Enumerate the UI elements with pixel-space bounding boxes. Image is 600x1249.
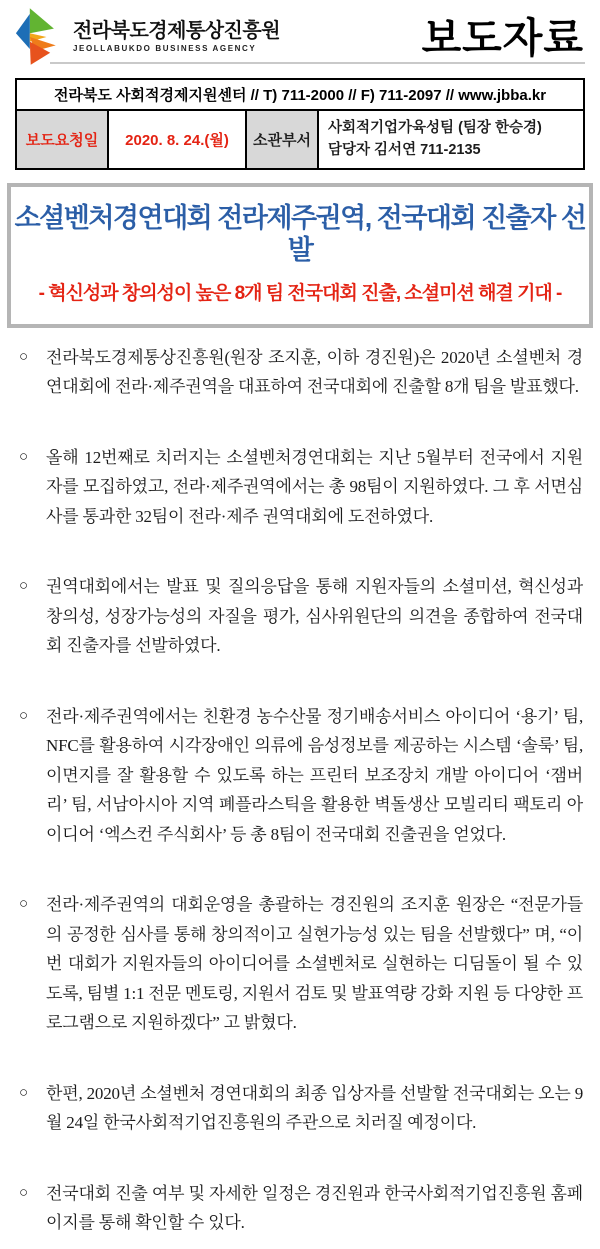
headline-subtitle: - 혁신성과 창의성이 높은 8개 팀 전국대회 진출, 소셜미션 해결 기대 - (38, 282, 562, 304)
bullet-circle: ○ (19, 896, 28, 913)
agency-logo-icon (15, 8, 65, 66)
document-type-title: 보도자료 (421, 15, 584, 61)
paragraph (19, 702, 583, 850)
paragraph (19, 890, 583, 1038)
bullet-circle: ○ (19, 1184, 28, 1201)
agency-name: 전라북도경제통상진흥원 (73, 20, 281, 42)
logo-green-triangle (30, 8, 54, 33)
paragraph-text: 전라·제주권역에서는 친환경 농수산물 정기배송서비스 아이디어 ‘용기’ 팀, NFC를 활용하여 시각장애인 의류에 음성정보를 제공하는 시스템 ‘솔룩’ 팀, 이면지를 잘 활용할 수 있도록 하는 프린터 보조장치 개발 아이디어 ‘잼버리’ 팀, 서남아시아 지역 폐플라스틱을 활용한 벽돌생산 모빌리티 팩토리 아이디어 ‘엑스컨 주식회사’ 등 총 8팀이 전국대회 진출권을 얻었다. (46, 706, 583, 844)
paragraph (19, 572, 583, 661)
bullet-circle: ○ (19, 348, 28, 365)
paragraph-text: 한편, 2020년 소셜벤처 경연대회의 최종 입상자를 선발할 전국대회는 오는 9월 24일 한국사회적기업진흥원의 주관으로 치러질 예정이다. (46, 1083, 583, 1133)
header (0, 0, 600, 62)
agency-brand (15, 8, 280, 66)
paragraph (19, 343, 583, 402)
bullet-circle: ○ (19, 448, 28, 465)
agency-name-english: JEOLLABUKDO BUSINESS AGENCY (73, 44, 257, 53)
bullet-circle: ○ (19, 1084, 28, 1101)
department-team-line: 사회적기업가육성팀 (팀장 한승경) (328, 120, 542, 136)
paragraph-text: 전국대회 진출 여부 및 자세한 일정은 경진원과 한국사회적기업진흥원 홈페이지를 통해 확인할 수 있다. (46, 1183, 583, 1233)
department-info-cell (317, 111, 583, 168)
paragraph (19, 1179, 583, 1238)
department-contact-line: 담당자 김서연 711-2135 (328, 142, 481, 159)
paragraph-text: 올해 12번째로 치러지는 소셜벤처경연대회는 지난 5월부터 전국에서 지원자를 모집하였고, 전라·제주권역에서는 총 98팀이 지원하였다. 그 후 서면심사를 통과한 32팀이 전라·제주 권역대회에 도전하였다. (46, 447, 583, 526)
paragraph (19, 1079, 583, 1138)
paragraph-text: 권역대회에서는 발표 및 질의응답을 통해 지원자들의 소셜미션, 혁신성과 창의성, 성장가능성의 자질을 평가, 심사위원단의 의견을 종합하여 전국대회 진출자를 선발하였다. (46, 577, 583, 656)
logo-blue-triangle (16, 14, 30, 49)
paragraph-text: 전라·제주권역의 대회운영을 총괄하는 경진원의 조지훈 원장은 “전문가들의 공정한 심사를 통해 창의적이고 실현가능성 있는 팀을 선발했다” 며, “이번 대회가 지원자들의 아이디어를 소셜벤처로 실현하는 디딤돌이 될 수 있도록, 팀별 1:1 전문 멘토링, 지원서 검토 및 발표역량 강화 지원 등 다양한 프로그램으로 지원하겠다” 고 밝혔다. (46, 895, 584, 1033)
body-paragraphs (0, 343, 600, 1238)
headline-box (7, 183, 593, 328)
bullet-circle: ○ (19, 707, 28, 724)
press-info-table (15, 78, 585, 170)
info-table-row (17, 111, 583, 168)
bullet-circle: ○ (19, 578, 28, 595)
request-date-value-cell: 2020. 8. 24.(월) (107, 111, 245, 168)
department-label-cell: 소관부서 (245, 111, 317, 168)
request-date-label-cell: 보도요청일 (17, 111, 107, 168)
agency-name-block (73, 8, 280, 53)
paragraph (19, 443, 583, 532)
contact-bar: 전라북도 사회적경제지원센터 // T) 711-2000 // F) 711-2097 // www.jbba.kr (17, 80, 583, 111)
headline-title: 소셜벤처경연대회 전라제주권역, 전국대회 진출자 선발 (14, 202, 586, 266)
paragraph-text: 전라북도경제통상진흥원(원장 조지훈, 이하 경진원)은 2020년 소셜벤처 경연대회에 전라·제주권역을 대표하여 전국대회에 진출할 8개 팀을 발표했다. (46, 347, 583, 397)
